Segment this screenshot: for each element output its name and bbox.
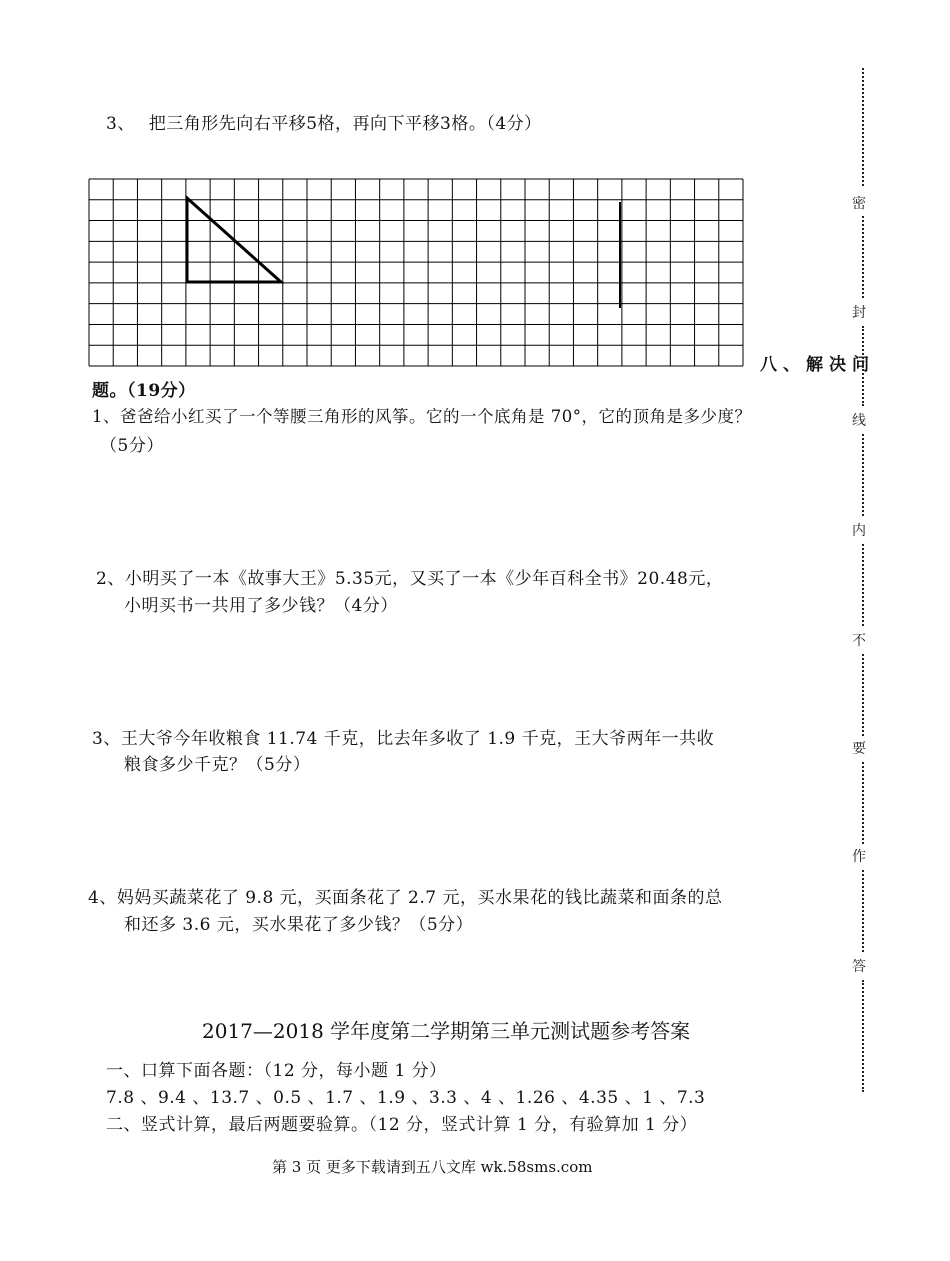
- problem-1-line2: （5分）: [100, 436, 164, 456]
- question-3-text: 把三角形先向右平移5格，再向下平移3格。（4分）: [148, 114, 542, 134]
- seal-char-4: 内: [852, 523, 866, 539]
- seal-char-8: 答: [852, 959, 866, 975]
- question-3-number: 3、: [106, 114, 135, 134]
- seal-char-2: 封: [852, 305, 866, 321]
- problem-1-line1: 1、爸爸给小红买了一个等腰三角形的风筝。它的一个底角是 70°，它的顶角是多少度？: [92, 407, 752, 426]
- problem-4-line1: 4、妈妈买蔬菜花了 9.8 元，买面条花了 2.7 元，买水果花的钱比蔬菜和面条的总: [88, 888, 723, 908]
- answer-item-1-values: 7.8 、9.4 、13.7 、0.5 、1.7 、1.9 、3.3 、4 、1.26 、4.35 、1 、7.3: [106, 1088, 706, 1108]
- seal-char-6: 要: [852, 741, 866, 757]
- page-footer: 第 3 页 更多下载请到五八文库 wk.58sms.com: [272, 1158, 593, 1176]
- problem-3-line2: 粮食多少千克？（5分）: [124, 755, 311, 775]
- seal-char-1: 密: [852, 196, 866, 212]
- answer-key-title: 2017—2018 学年度第二学期第三单元测试题参考答案: [202, 1019, 691, 1043]
- problem-4-line2: 和还多 3.6 元，买水果花了多少钱？（5分）: [124, 915, 474, 935]
- section-8-heading-part1: 八、解决问: [760, 355, 875, 375]
- seal-char-7: 作: [852, 849, 866, 865]
- seal-char-5: 不: [852, 633, 866, 649]
- answer-item-1-heading: 一、口算下面各题：（12 分，每小题 1 分）: [106, 1061, 447, 1081]
- problem-2-line2: 小明买书一共用了多少钱？（4分）: [124, 596, 398, 616]
- problem-2-line1: 2、小明买了一本《故事大王》5.35元，又买了一本《少年百科全书》20.48元，: [96, 569, 724, 589]
- answer-item-2-heading: 二、竖式计算，最后两题要验算。（12 分，竖式计算 1 分，有验算加 1 分）: [106, 1115, 698, 1135]
- seal-char-3: 线: [852, 413, 866, 429]
- section-8-heading-part2: 题。（19分）: [92, 381, 196, 401]
- problem-3-line1: 3、王大爷今年收粮食 11.74 千克，比去年多收了 1.9 千克，王大爷两年一共收: [92, 729, 715, 749]
